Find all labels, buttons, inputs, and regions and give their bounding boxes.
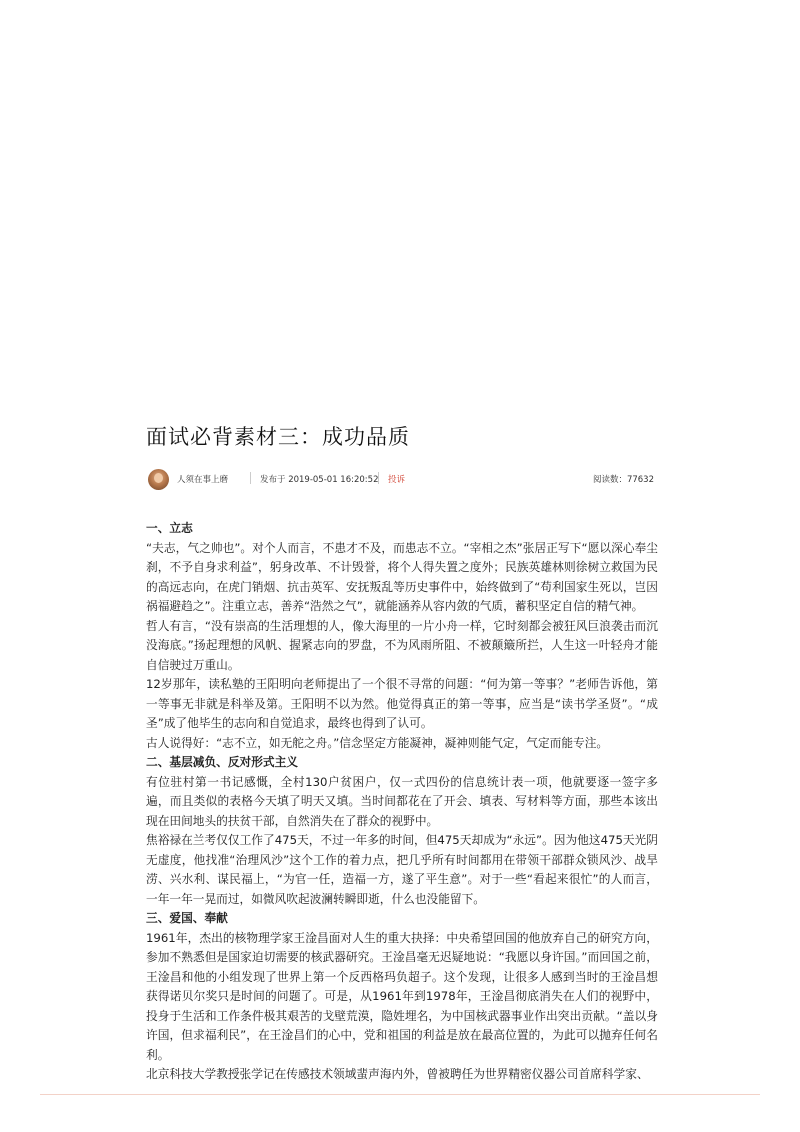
read-count: 阅读数：77632	[592, 475, 654, 485]
paragraph: 北京科技大学教授张学记在传感技术领域蜚声海内外，曾被聘任为世界精密仪器公司首席科学家、	[146, 1067, 649, 1081]
avatar-face	[154, 473, 163, 483]
meta-divider	[378, 472, 379, 484]
author-avatar[interactable]	[148, 469, 169, 490]
section-heading: 三、爱国、奉献	[146, 911, 228, 925]
page-bottom-divider	[40, 1094, 760, 1095]
article-meta	[146, 469, 658, 497]
section-heading: 一、立志	[146, 521, 193, 535]
report-link[interactable]: 投诉	[388, 475, 406, 485]
author-name[interactable]: 人须在事上磨	[177, 475, 229, 485]
paragraph: 有位驻村第一书记感慨，全村130户贫困户，仅一式四份的信息统计表一项，他就要逐一签字多遍，而且类似的表格今天填了明天又填。当时间都花在了开会、填表、写材料等方面，那些本该出现在田间地头的扶贫干部，自然消失在了群众的视野中。	[146, 774, 658, 828]
meta-divider	[250, 472, 251, 484]
paragraph: 哲人有言，“没有崇高的生活理想的人，像大海里的一片小舟一样，它时刻都会被狂风巨浪袭击而沉没海底。”扬起理想的风帆、握紧志向的罗盘，不为风雨所阻、不被颠簸所拦，人生这一叶轻舟才能自信驶过万重山。	[146, 618, 658, 672]
paragraph: “夫志，气之帅也”。对个人而言，不患才不及，而患志不立。“宰相之杰”张居正写下“愿以深心奉尘刹，不予自身求利益”，躬身改革、不计毁誉，将个人得失置之度外；民族英雄林则徐树立救国为民的高远志向，在虎门销烟、抗击英军、安抚叛乱等历史事件中，始终做到了“苟利国家生死以，岂因祸福避趋之”。注重立志，善养“浩然之气”，就能涵养从容内敛的气质，蓄积坚定自信的精气神。	[146, 540, 658, 613]
article-body	[146, 519, 658, 1085]
publish-time: 发布于 2019-05-01 16:20:52	[260, 475, 379, 485]
paragraph: 焦裕禄在兰考仅仅工作了475天，不过一年多的时间，但475天却成为“永远”。因为他这475天光阴无虚度，他找准“治理风沙”这个工作的着力点，把几乎所有时间都用在带领干部群众锁风沙、战旱涝、兴水利、谋民福上，“为官一任，造福一方，遂了平生意”。对于一些“看起来很忙”的人而言，一年一年一晃而过，如微风吹起波澜转瞬即逝，什么也没能留下。	[146, 833, 658, 906]
section-heading: 二、基层减负、反对形式主义	[146, 755, 298, 769]
article-title: 面试必背素材三：成功品质	[146, 425, 410, 449]
article	[146, 420, 658, 1085]
paragraph: 12岁那年，读私塾的王阳明向老师提出了一个很不寻常的问题：“何为第一等事？”老师告诉他，第一等事无非就是科举及第。王阳明不以为然。他觉得真正的第一等事，应当是“读书学圣贤”。“成圣”成了他毕生的志向和自觉追求，最终也得到了认可。	[146, 677, 658, 730]
paragraph: 古人说得好：“志不立，如无舵之舟。”信念坚定方能凝神，凝神则能气定，气定而能专注。	[146, 735, 609, 750]
paragraph: 1961年，杰出的核物理学家王淦昌面对人生的重大抉择：中央希望回国的他放弃自己的研究方向，参加不熟悉但是国家迫切需要的核武器研究。王淦昌毫无迟疑地说：“我愿以身许国。”而回国之前，王淦昌和他的小组发现了世界上第一个反西格玛负超子。这个发现，让很多人感到当时的王淦昌想获得诺贝尔奖只是时间的问题了。可是，从1961年到1978年，王淦昌彻底消失在人们的视野中，投身于生活和工作条件极其艰苦的戈壁荒漠，隐姓埋名，为中国核武器事业作出突出贡献。“盖以身许国，但求福利民”，在王淦昌们的心中，党和祖国的利益是放在最高位置的，为此可以抛弃任何名利。	[146, 930, 658, 1062]
